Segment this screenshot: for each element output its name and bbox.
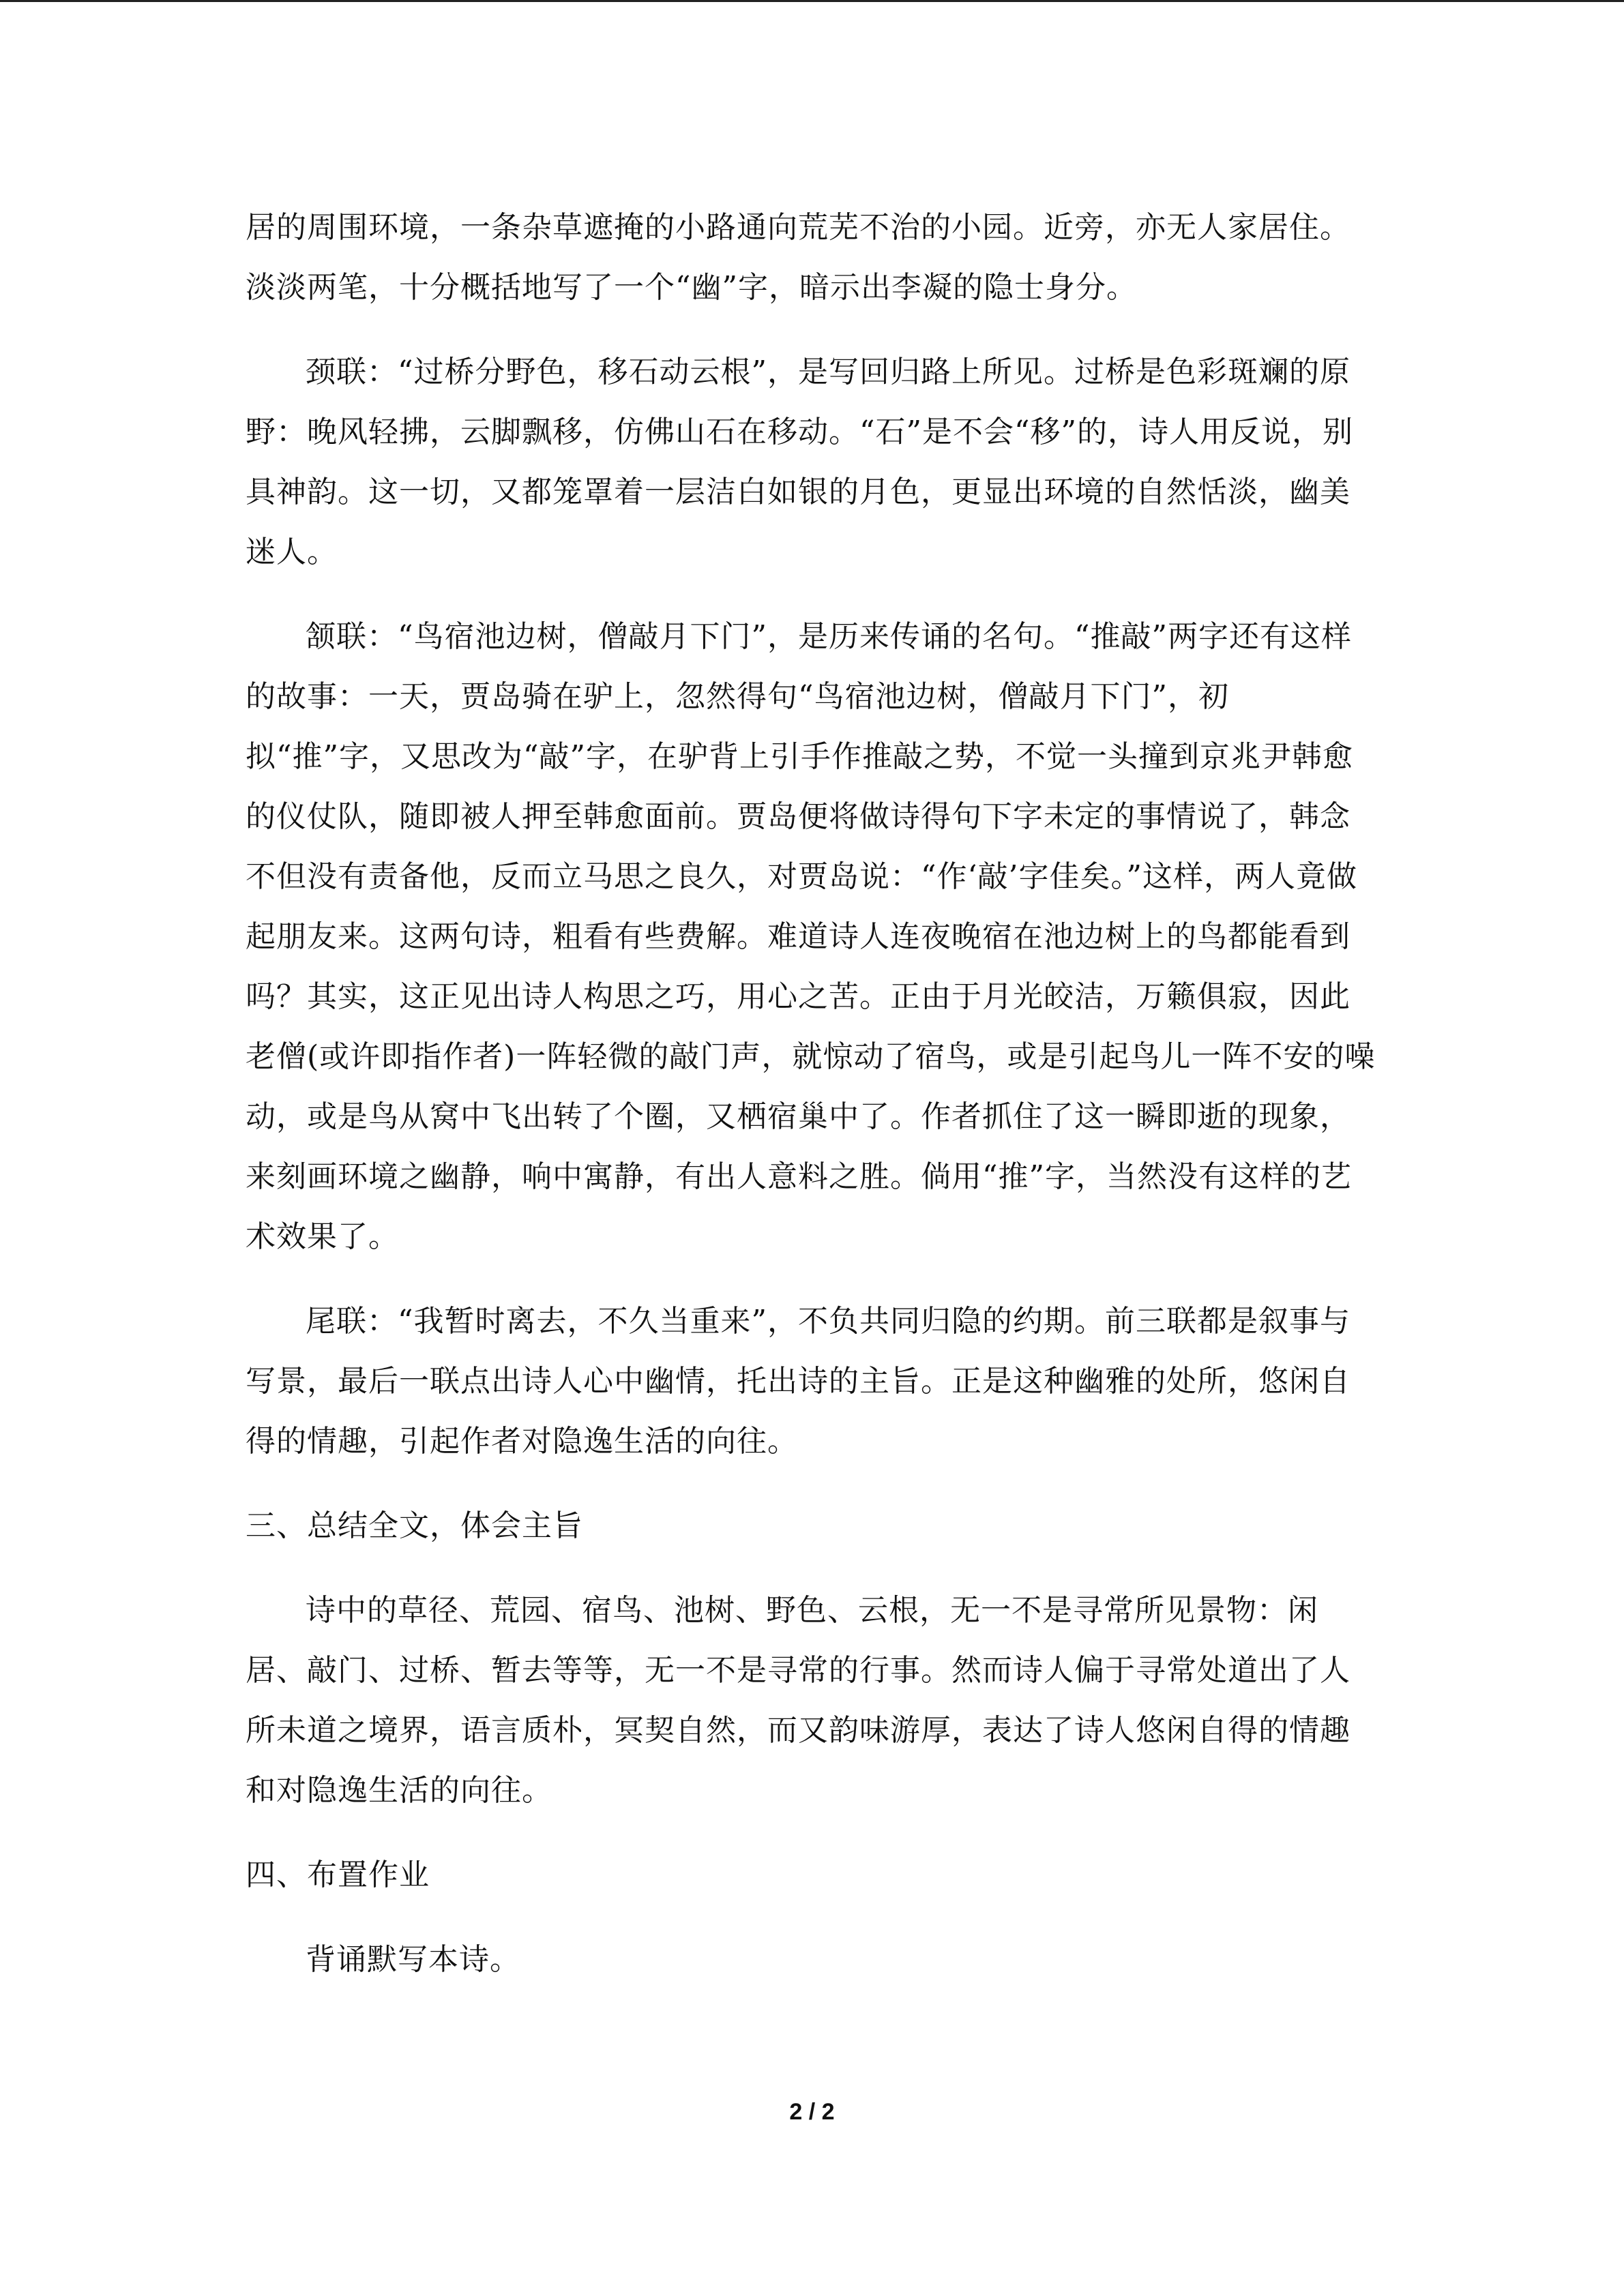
paragraph-neck-couplet: 颈联：“过桥分野色，移石动云根”，是写回归路上所见。过桥是色彩斑斓的原野：晚风轻拂，云脚飘移，仿佛山石在移动。“石”是不会“移”的，诗人用反说，别具神韵。这一切，又都笼罩着一层洁白如银的月色，更显出环境的自然恬淡，幽美迷人。: [246, 355, 1353, 569]
paragraph-summary: 诗中的草径、荒园、宿鸟、池树、野色、云根，无一不是寻常所见景物：闲居、敲门、过桥、暂去等等，无一不是寻常的行事。然而诗人偏于寻常处道出了人所未道之境界，语言质朴，冥契自然，而又韵味游厚，表达了诗人悠闲自得的情趣和对隐逸生活的向往。: [246, 1593, 1350, 1808]
document-body: [246, 198, 1378, 1990]
paragraph-tail-couplet: 尾联：“我暂时离去，不久当重来”，不负共同归隐的约期。前三联都是叙事与写景，最后一联点出诗人心中幽情，托出诗的主旨。正是这种幽雅的处所，悠闲自得的情趣，引起作者对隐逸生活的向往。: [246, 1304, 1350, 1459]
paragraph-continued: 居的周围环境，一条杂草遮掩的小路通向荒芜不治的小园。近旁，亦无人家居住。淡淡两笔，十分概括地写了一个“幽”字，暗示出李凝的隐士身分。: [246, 210, 1350, 305]
paragraph-chin-couplet: 颔联：“鸟宿池边树，僧敲月下门”，是历来传诵的名句。“推敲”两字还有这样的故事：一天，贾岛骑在驴上，忽然得句“鸟宿池边树，僧敲月下门”，初拟“推”字，又思改为“敲”字，在驴背上引手作推敲之势，不觉一头撞到京兆尹韩愈的仪仗队，随即被人押至韩愈面前。贾岛便将做诗得句下字未定的事情说了，韩念不但没有责备他，反而立马思之良久，对贾岛说：“作‘敲’字佳矣。”这样，两人竟做起朋友来。这两句诗，粗看有些费解。难道诗人连夜晚宿在池边树上的鸟都能看到吗？其实，这正见出诗人构思之巧，用心之苦。正由于月光皎洁，万籁俱寂，因此老僧(或许即指作者)一阵轻微的敲门声，就惊动了宿鸟，或是引起鸟儿一阵不安的噪动，或是鸟从窝中飞出转了个圈，又栖宿巢中了。作者抓住了这一瞬即逝的现象，来刻画环境之幽静，响中寓静，有出人意料之胜。倘用“推”字，当然没有这样的艺术效果了。: [246, 619, 1376, 1254]
top-border-line: [0, 0, 1624, 2]
page-number: 2 / 2: [789, 2099, 835, 2125]
paragraph-homework: 背诵默写本诗。: [306, 1942, 520, 1977]
section-heading-homework: 四、布置作业: [246, 1858, 430, 1892]
section-heading-summary: 三、总结全文，体会主旨: [246, 1508, 583, 1543]
